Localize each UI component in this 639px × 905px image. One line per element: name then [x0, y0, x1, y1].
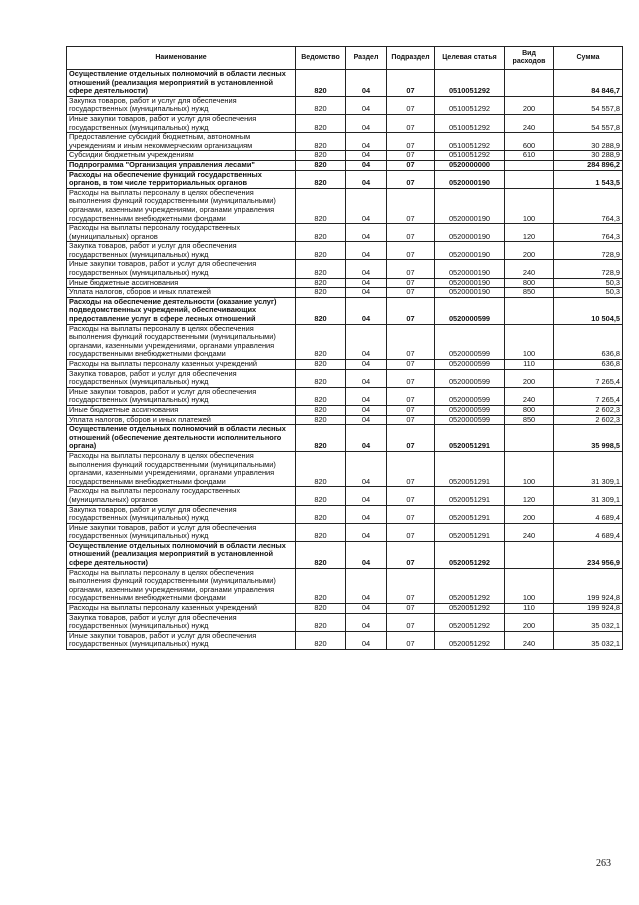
table-row: [67, 160, 623, 170]
cell-sum: 2 602,3: [554, 405, 623, 415]
cell-section: 04: [346, 170, 387, 188]
cell-name: Иные закупки товаров, работ и услуг для обеспечения государственных (муниципальных) нужд: [67, 387, 296, 405]
cell-exp-type: 120: [505, 224, 554, 242]
cell-section: 04: [346, 487, 387, 505]
cell-target: 0520000190: [435, 288, 505, 298]
table-row: [67, 613, 623, 631]
table-row: [67, 360, 623, 370]
cell-dept: 820: [296, 297, 346, 324]
table-row: [67, 114, 623, 132]
cell-subsection: 07: [387, 523, 435, 541]
cell-section: 04: [346, 160, 387, 170]
header-subsection: Подраздел: [387, 47, 435, 70]
cell-name: Иные закупки товаров, работ и услуг для обеспечения государственных (муниципальных) нужд: [67, 114, 296, 132]
cell-subsection: 07: [387, 170, 435, 188]
cell-section: 04: [346, 360, 387, 370]
cell-subsection: 07: [387, 70, 435, 97]
cell-name: Расходы на выплаты персоналу казенных учреждений: [67, 604, 296, 614]
cell-subsection: 07: [387, 360, 435, 370]
cell-subsection: 07: [387, 278, 435, 288]
cell-subsection: 07: [387, 415, 435, 425]
cell-section: 04: [346, 451, 387, 486]
cell-exp-type: 100: [505, 451, 554, 486]
cell-name: Предоставление субсидий бюджетным, автономным учреждениям и иным некоммерческим организациям: [67, 133, 296, 151]
table-row: [67, 523, 623, 541]
header-section: Раздел: [346, 47, 387, 70]
cell-dept: 820: [296, 505, 346, 523]
cell-target: 0520051291: [435, 451, 505, 486]
cell-target: 0520051291: [435, 487, 505, 505]
cell-target: 0520000599: [435, 415, 505, 425]
cell-dept: 820: [296, 188, 346, 223]
cell-subsection: 07: [387, 242, 435, 260]
cell-section: 04: [346, 405, 387, 415]
table-row: [67, 604, 623, 614]
cell-section: 04: [346, 297, 387, 324]
cell-subsection: 07: [387, 288, 435, 298]
cell-target: 0510051292: [435, 151, 505, 161]
cell-subsection: 07: [387, 541, 435, 568]
cell-exp-type: 800: [505, 405, 554, 415]
cell-sum: 728,9: [554, 260, 623, 278]
cell-subsection: 07: [387, 188, 435, 223]
page-number: 263: [596, 858, 611, 869]
cell-exp-type: [505, 297, 554, 324]
cell-target: 0520000599: [435, 405, 505, 415]
cell-target: 0520000190: [435, 260, 505, 278]
cell-target: 0520000599: [435, 297, 505, 324]
cell-name: Расходы на выплаты персоналу в целях обеспечения выполнения функций государственными (муниципальными) органами, казенными учреждениями, органами управления государственными внебюджетными фондами: [67, 324, 296, 359]
cell-target: 0520000190: [435, 170, 505, 188]
cell-name: Иные бюджетные ассигнования: [67, 278, 296, 288]
cell-exp-type: 100: [505, 324, 554, 359]
cell-name: Уплата налогов, сборов и иных платежей: [67, 288, 296, 298]
cell-exp-type: 200: [505, 613, 554, 631]
cell-dept: 820: [296, 604, 346, 614]
cell-dept: 820: [296, 160, 346, 170]
cell-name: Закупка товаров, работ и услуг для обеспечения государственных (муниципальных) нужд: [67, 505, 296, 523]
cell-target: 0520051292: [435, 604, 505, 614]
cell-subsection: 07: [387, 151, 435, 161]
cell-section: 04: [346, 415, 387, 425]
cell-name: Субсидии бюджетным учреждениям: [67, 151, 296, 161]
cell-subsection: 07: [387, 604, 435, 614]
cell-target: 0520051291: [435, 425, 505, 452]
cell-sum: 31 309,1: [554, 451, 623, 486]
table-row: [67, 242, 623, 260]
cell-sum: 636,8: [554, 324, 623, 359]
cell-target: 0520051292: [435, 568, 505, 603]
cell-section: 04: [346, 369, 387, 387]
cell-target: 0510051292: [435, 114, 505, 132]
header-sum: Сумма: [554, 47, 623, 70]
cell-section: 04: [346, 631, 387, 649]
cell-exp-type: [505, 160, 554, 170]
cell-dept: 820: [296, 451, 346, 486]
cell-subsection: 07: [387, 487, 435, 505]
cell-section: 04: [346, 288, 387, 298]
cell-exp-type: [505, 70, 554, 97]
table-body: [67, 70, 623, 650]
cell-name: Осуществление отдельных полномочий в области лесных отношений (реализация мероприятий в установленной сфере деятельности): [67, 541, 296, 568]
cell-target: 0520000190: [435, 242, 505, 260]
table-row: [67, 297, 623, 324]
cell-target: 0510051292: [435, 70, 505, 97]
cell-sum: 7 265,4: [554, 387, 623, 405]
cell-subsection: 07: [387, 96, 435, 114]
cell-exp-type: 110: [505, 604, 554, 614]
table-row: [67, 387, 623, 405]
cell-dept: 820: [296, 487, 346, 505]
cell-target: 0520051292: [435, 613, 505, 631]
cell-dept: 820: [296, 114, 346, 132]
cell-subsection: 07: [387, 568, 435, 603]
cell-dept: 820: [296, 387, 346, 405]
cell-dept: 820: [296, 278, 346, 288]
cell-sum: 4 689,4: [554, 523, 623, 541]
cell-exp-type: 100: [505, 188, 554, 223]
cell-section: 04: [346, 224, 387, 242]
cell-exp-type: 100: [505, 568, 554, 603]
cell-target: 0520051291: [435, 505, 505, 523]
cell-subsection: 07: [387, 297, 435, 324]
cell-dept: 820: [296, 405, 346, 415]
cell-sum: 35 998,5: [554, 425, 623, 452]
cell-sum: 199 924,8: [554, 604, 623, 614]
cell-dept: 820: [296, 133, 346, 151]
table-row: [67, 505, 623, 523]
table-row: [67, 188, 623, 223]
cell-name: Закупка товаров, работ и услуг для обеспечения государственных (муниципальных) нужд: [67, 369, 296, 387]
cell-exp-type: [505, 541, 554, 568]
cell-subsection: 07: [387, 260, 435, 278]
cell-dept: 820: [296, 288, 346, 298]
cell-subsection: 07: [387, 631, 435, 649]
cell-exp-type: 110: [505, 360, 554, 370]
header-name: Наименование: [67, 47, 296, 70]
cell-name: Иные закупки товаров, работ и услуг для обеспечения государственных (муниципальных) нужд: [67, 523, 296, 541]
cell-section: 04: [346, 324, 387, 359]
cell-sum: 30 288,9: [554, 151, 623, 161]
cell-name: Иные закупки товаров, работ и услуг для обеспечения государственных (муниципальных) нужд: [67, 631, 296, 649]
cell-name: Закупка товаров, работ и услуг для обеспечения государственных (муниципальных) нужд: [67, 96, 296, 114]
table-row: [67, 260, 623, 278]
cell-dept: 820: [296, 324, 346, 359]
cell-dept: 820: [296, 425, 346, 452]
cell-target: 0510051292: [435, 133, 505, 151]
cell-name: Закупка товаров, работ и услуг для обеспечения государственных (муниципальных) нужд: [67, 613, 296, 631]
table-row: [67, 487, 623, 505]
cell-dept: 820: [296, 541, 346, 568]
cell-exp-type: 850: [505, 415, 554, 425]
cell-exp-type: 240: [505, 631, 554, 649]
cell-section: 04: [346, 387, 387, 405]
cell-exp-type: 800: [505, 278, 554, 288]
cell-dept: 820: [296, 70, 346, 97]
cell-subsection: 07: [387, 324, 435, 359]
cell-exp-type: 240: [505, 523, 554, 541]
table-row: [67, 324, 623, 359]
cell-name: Расходы на выплаты персоналу государственных (муниципальных) органов: [67, 487, 296, 505]
cell-subsection: 07: [387, 160, 435, 170]
table-row: [67, 405, 623, 415]
table-header-row: [67, 47, 623, 70]
cell-exp-type: 600: [505, 133, 554, 151]
cell-name: Расходы на обеспечение деятельности (оказание услуг) подведомственных учреждений, обеспечивающих предоставление услуг в сфере лесных отношений: [67, 297, 296, 324]
cell-name: Закупка товаров, работ и услуг для обеспечения государственных (муниципальных) нужд: [67, 242, 296, 260]
cell-section: 04: [346, 96, 387, 114]
cell-name: Расходы на выплаты персоналу казенных учреждений: [67, 360, 296, 370]
cell-section: 04: [346, 133, 387, 151]
cell-target: 0520051292: [435, 541, 505, 568]
cell-section: 04: [346, 613, 387, 631]
cell-sum: 199 924,8: [554, 568, 623, 603]
cell-sum: 50,3: [554, 288, 623, 298]
cell-target: 0520000599: [435, 369, 505, 387]
table-row: [67, 425, 623, 452]
header-dept: Ведомство: [296, 47, 346, 70]
cell-name: Иные закупки товаров, работ и услуг для обеспечения государственных (муниципальных) нужд: [67, 260, 296, 278]
cell-section: 04: [346, 151, 387, 161]
cell-dept: 820: [296, 96, 346, 114]
table-row: [67, 170, 623, 188]
cell-sum: 54 557,8: [554, 114, 623, 132]
cell-target: 0520000190: [435, 224, 505, 242]
table-row: [67, 278, 623, 288]
cell-dept: 820: [296, 415, 346, 425]
cell-section: 04: [346, 523, 387, 541]
cell-dept: 820: [296, 360, 346, 370]
cell-exp-type: [505, 425, 554, 452]
table-row: [67, 568, 623, 603]
header-exp-type: Вид расходов: [505, 47, 554, 70]
cell-sum: 35 032,1: [554, 631, 623, 649]
cell-section: 04: [346, 260, 387, 278]
cell-exp-type: 240: [505, 387, 554, 405]
cell-exp-type: 850: [505, 288, 554, 298]
cell-sum: 84 846,7: [554, 70, 623, 97]
cell-subsection: 07: [387, 224, 435, 242]
cell-name: Расходы на обеспечение функций государственных органов, в том числе территориальных органов: [67, 170, 296, 188]
cell-section: 04: [346, 114, 387, 132]
cell-sum: 728,9: [554, 242, 623, 260]
cell-name: Расходы на выплаты персоналу государственных (муниципальных) органов: [67, 224, 296, 242]
cell-target: 0510051292: [435, 96, 505, 114]
cell-target: 0520000190: [435, 188, 505, 223]
table-row: [67, 288, 623, 298]
cell-sum: 30 288,9: [554, 133, 623, 151]
cell-section: 04: [346, 541, 387, 568]
cell-section: 04: [346, 505, 387, 523]
cell-sum: 31 309,1: [554, 487, 623, 505]
cell-section: 04: [346, 188, 387, 223]
cell-name: Расходы на выплаты персоналу в целях обеспечения выполнения функций государственными (муниципальными) органами, казенными учреждениями, органами управления государственными внебюджетными фондами: [67, 451, 296, 486]
table-row: [67, 96, 623, 114]
cell-target: 0520000599: [435, 324, 505, 359]
cell-target: 0520000599: [435, 387, 505, 405]
cell-sum: 54 557,8: [554, 96, 623, 114]
cell-subsection: 07: [387, 387, 435, 405]
cell-dept: 820: [296, 631, 346, 649]
cell-sum: 2 602,3: [554, 415, 623, 425]
cell-exp-type: 610: [505, 151, 554, 161]
cell-name: Уплата налогов, сборов и иных платежей: [67, 415, 296, 425]
cell-sum: 1 543,5: [554, 170, 623, 188]
header-target: Целевая статья: [435, 47, 505, 70]
cell-subsection: 07: [387, 451, 435, 486]
cell-target: 0520051291: [435, 523, 505, 541]
cell-target: 0520051292: [435, 631, 505, 649]
cell-dept: 820: [296, 151, 346, 161]
cell-sum: 764,3: [554, 188, 623, 223]
cell-dept: 820: [296, 260, 346, 278]
cell-name: Расходы на выплаты персоналу в целях обеспечения выполнения функций государственными (муниципальными) органами, казенными учреждениями, органами управления государственными внебюджетными фондами: [67, 568, 296, 603]
table-row: [67, 70, 623, 97]
cell-subsection: 07: [387, 114, 435, 132]
cell-name: Осуществление отдельных полномочий в области лесных отношений (реализация мероприятий в установленной сфере деятельности): [67, 70, 296, 97]
table-row: [67, 541, 623, 568]
cell-sum: 35 032,1: [554, 613, 623, 631]
cell-dept: 820: [296, 242, 346, 260]
cell-section: 04: [346, 278, 387, 288]
cell-subsection: 07: [387, 613, 435, 631]
cell-exp-type: [505, 170, 554, 188]
cell-sum: 234 956,9: [554, 541, 623, 568]
cell-subsection: 07: [387, 133, 435, 151]
cell-section: 04: [346, 425, 387, 452]
cell-sum: 4 689,4: [554, 505, 623, 523]
cell-sum: 7 265,4: [554, 369, 623, 387]
table-row: [67, 224, 623, 242]
cell-subsection: 07: [387, 505, 435, 523]
cell-exp-type: 200: [505, 96, 554, 114]
table-row: [67, 451, 623, 486]
cell-dept: 820: [296, 170, 346, 188]
cell-sum: 284 896,2: [554, 160, 623, 170]
cell-subsection: 07: [387, 405, 435, 415]
cell-exp-type: 240: [505, 260, 554, 278]
cell-section: 04: [346, 242, 387, 260]
cell-name: Подпрограмма "Организация управления лесами": [67, 160, 296, 170]
cell-name: Иные бюджетные ассигнования: [67, 405, 296, 415]
cell-exp-type: 120: [505, 487, 554, 505]
cell-sum: 636,8: [554, 360, 623, 370]
cell-exp-type: 240: [505, 114, 554, 132]
cell-dept: 820: [296, 369, 346, 387]
cell-dept: 820: [296, 613, 346, 631]
cell-sum: 764,3: [554, 224, 623, 242]
table-row: [67, 369, 623, 387]
cell-section: 04: [346, 568, 387, 603]
budget-table: [66, 46, 623, 650]
cell-dept: 820: [296, 523, 346, 541]
table-row: [67, 631, 623, 649]
cell-name: Осуществление отдельных полномочий в области лесных отношений (обеспечение деятельности исполнительного органа): [67, 425, 296, 452]
cell-name: Расходы на выплаты персоналу в целях обеспечения выполнения функций государственными (муниципальными) органами, казенными учреждениями, органами управления государственными внебюджетными фондами: [67, 188, 296, 223]
cell-subsection: 07: [387, 369, 435, 387]
cell-exp-type: 200: [505, 369, 554, 387]
cell-exp-type: 200: [505, 505, 554, 523]
cell-dept: 820: [296, 224, 346, 242]
table-row: [67, 133, 623, 151]
cell-subsection: 07: [387, 425, 435, 452]
cell-dept: 820: [296, 568, 346, 603]
table-row: [67, 151, 623, 161]
cell-section: 04: [346, 604, 387, 614]
cell-target: 0520000190: [435, 278, 505, 288]
cell-exp-type: 200: [505, 242, 554, 260]
cell-target: 0520000000: [435, 160, 505, 170]
table-row: [67, 415, 623, 425]
cell-sum: 10 504,5: [554, 297, 623, 324]
cell-sum: 50,3: [554, 278, 623, 288]
cell-section: 04: [346, 70, 387, 97]
cell-target: 0520000599: [435, 360, 505, 370]
